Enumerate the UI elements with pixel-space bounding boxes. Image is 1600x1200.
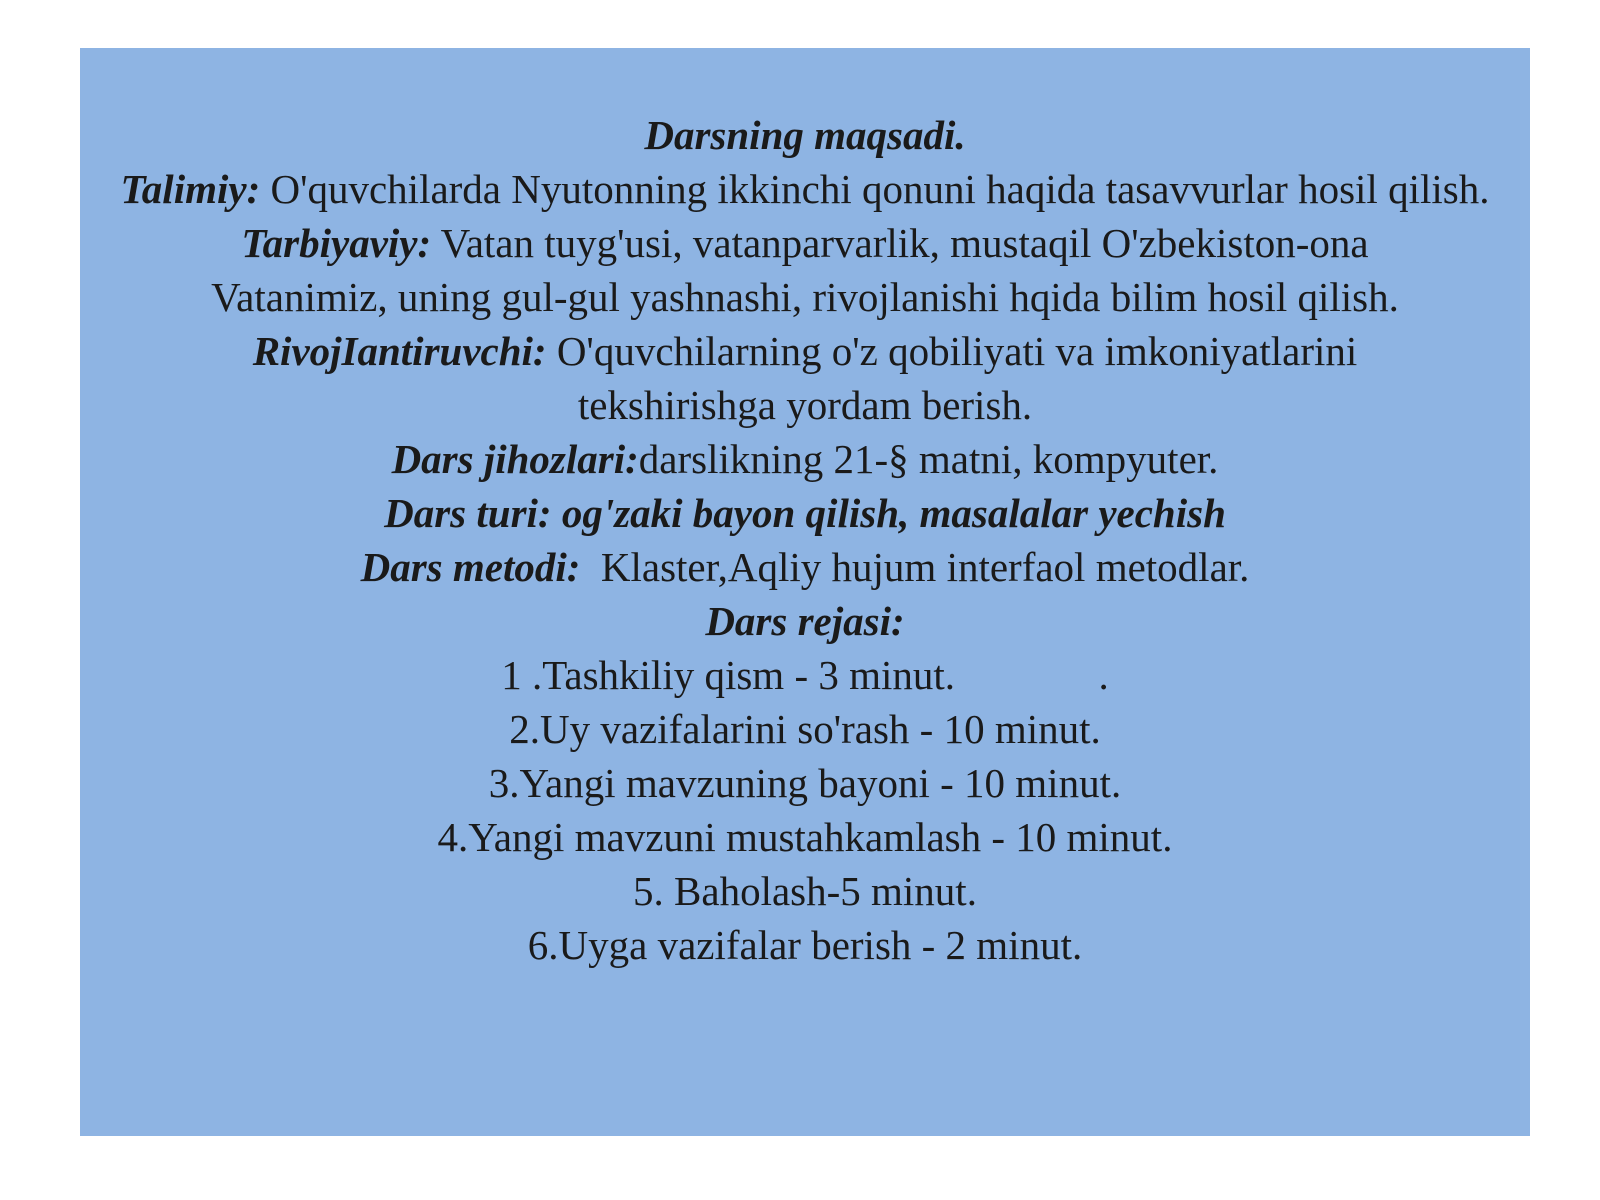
dars-turi-line: Dars turi: og'zaki bayon qilish, masalalar yechish: [384, 490, 1226, 536]
jihozlar-text: darslikning 21-§ matni, kompyuter.: [638, 436, 1219, 482]
jihozlar-label: Dars jihozlari:: [391, 436, 639, 482]
metodi-text: Klaster,Aqliy hujum interfaol metodlar.: [580, 544, 1250, 590]
rivojlantiruvchi-text: O'quvchilarning o'z qobiliyati va imkoniyatlarini tekshirishga yordam berish.: [546, 328, 1358, 428]
reja-item: 3.Yangi mavzuning bayoni - 10 minut.: [488, 760, 1122, 806]
tarbiyaviy-label: Tarbiyaviy:: [241, 220, 432, 266]
reja-item: 4.Yangi mavzuni mustahkamlash - 10 minut.: [437, 814, 1173, 860]
rivojlantiruvchi-label: RivojIantiruvchi:: [252, 328, 547, 374]
rejasi-title: Dars rejasi:: [705, 598, 905, 644]
slide-background: [80, 48, 1530, 1136]
reja-item: 2.Uy vazifalarini so'rash - 10 minut.: [509, 706, 1101, 752]
reja-item: 5. Baholash-5 minut.: [633, 868, 977, 914]
rivojlantiruvchi-paragraph: [205, 324, 1405, 432]
metodi-line: [80, 540, 1530, 594]
talimiy-label: Talimiy:: [120, 166, 261, 212]
tarbiyaviy-text: Vatan tuyg'usi, vatanparvarlik, mustaqil O'zbekiston-ona Vatanimiz, uning gul-gul yashnashi, rivojlanishi hqida bilim hosil qilish.: [211, 220, 1399, 320]
tarbiyaviy-paragraph: [160, 216, 1450, 324]
metodi-label: Dars metodi:: [360, 544, 581, 590]
lesson-plan-text: [80, 108, 1530, 972]
reja-item: 1 .Tashkiliy qism - 3 minut. .: [501, 652, 1109, 698]
reja-item: 6.Uyga vazifalar berish - 2 minut.: [527, 922, 1083, 968]
talimiy-paragraph: [100, 162, 1510, 216]
jihozlar-line: [80, 432, 1530, 486]
talimiy-text: O'quvchilarda Nyutonning ikkinchi qonuni haqida tasavvurlar hosil qilish.: [260, 166, 1490, 212]
slide-title: Darsning maqsadi.: [644, 112, 966, 158]
